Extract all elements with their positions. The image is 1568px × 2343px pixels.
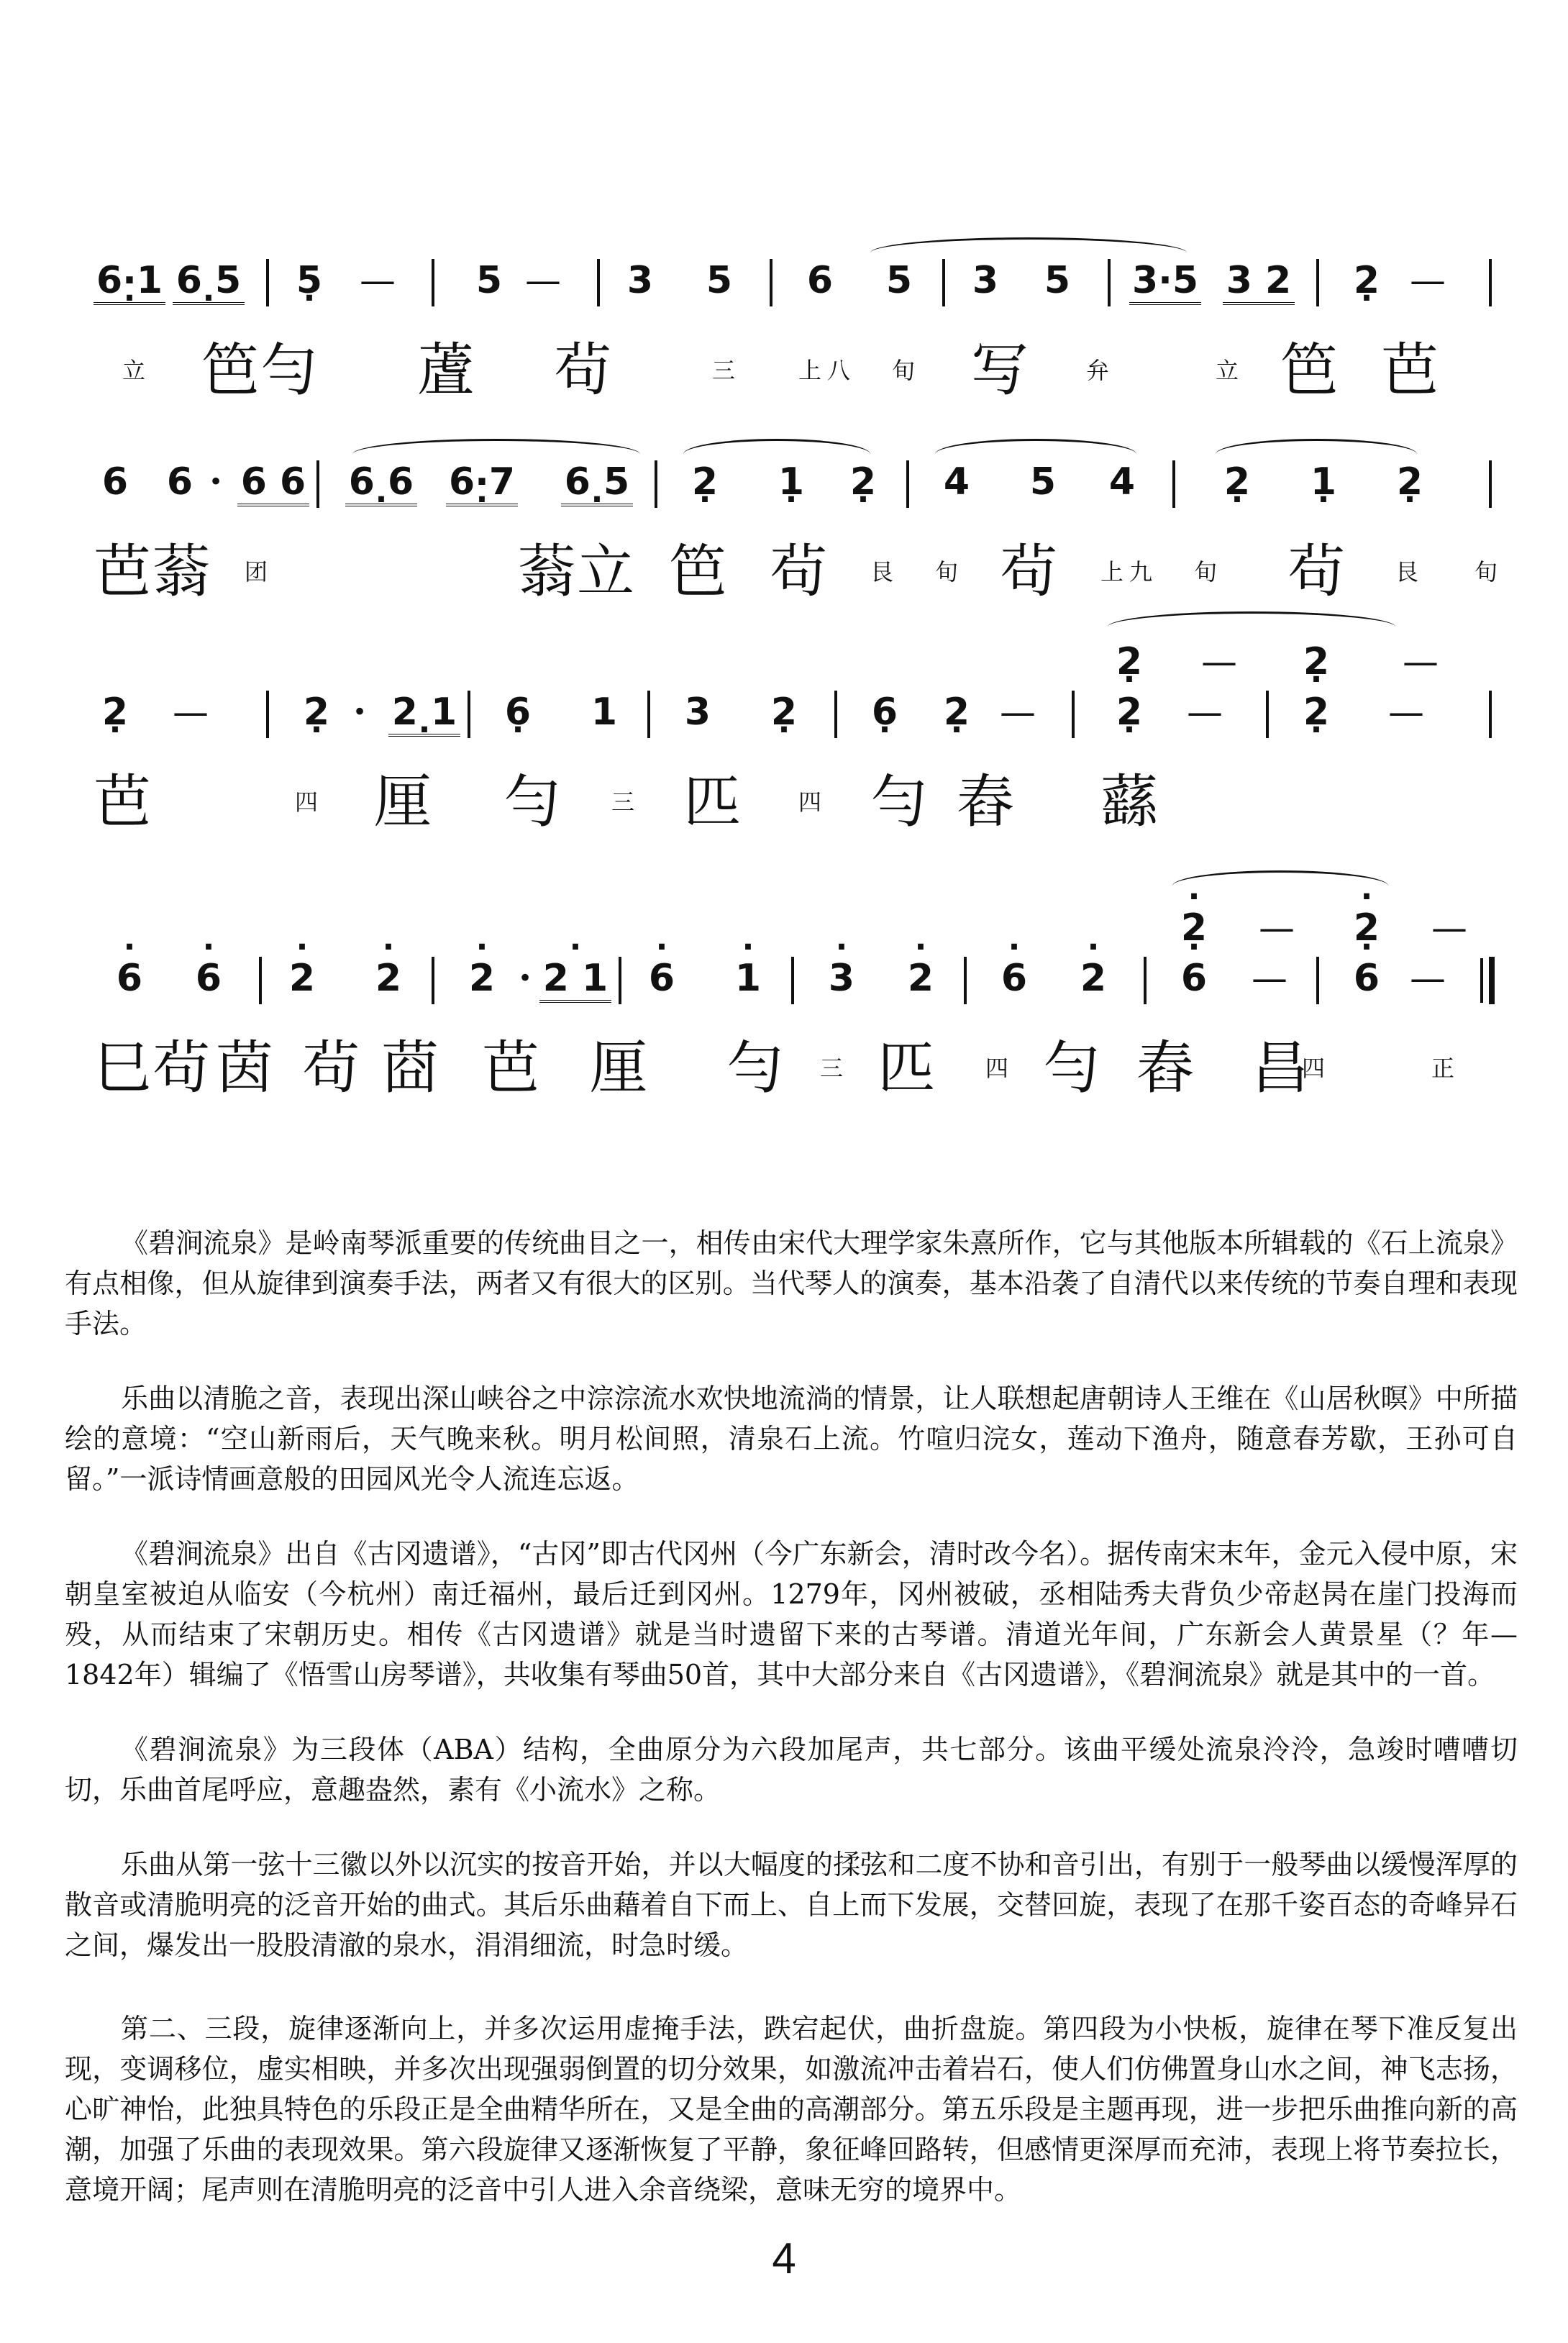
- jianzipu-character: 四: [798, 788, 828, 816]
- barline: [906, 460, 909, 508]
- jianpu-note: 1: [591, 691, 618, 734]
- jianpu-note: 6: [101, 460, 129, 504]
- commentary: [65, 1223, 1518, 2244]
- sustain-dash: —: [1431, 907, 1467, 949]
- barline: [316, 460, 319, 508]
- jianpu-note: 6 ·: [496, 691, 539, 734]
- jianzipu-character: 旬: [935, 558, 965, 586]
- jianpu-note: 6 5 ·: [561, 460, 633, 506]
- jianpu-note: 5: [475, 259, 503, 302]
- jianpu-note: · 6: [1345, 957, 1388, 1000]
- jianpu-note: · 6: [640, 957, 683, 1000]
- jianzipu-character: 写: [971, 337, 1030, 404]
- jianzipu-character: 上九: [1100, 558, 1159, 586]
- barline: [1489, 460, 1492, 508]
- sustain-dash: —: [1388, 691, 1424, 733]
- jianzipu-character: 旬: [1194, 558, 1223, 586]
- jianpu-note: · 1: [726, 957, 770, 1000]
- jianzipu-character: 茍: [302, 1034, 361, 1101]
- jianzipu-character: 笆: [669, 538, 728, 605]
- jianpu-note: 2 ·: [1345, 259, 1388, 302]
- upper-voice-line: [94, 906, 1525, 971]
- page-number: 4: [772, 2234, 796, 2283]
- jianpu-note: · 2: [899, 957, 942, 1000]
- jianzipu-character: 旬: [1474, 558, 1504, 586]
- jianpu-note: · 2: [460, 957, 503, 1000]
- jianzipu-character: 勻: [726, 1034, 785, 1101]
- jianzipu-character: 匹: [878, 1034, 936, 1101]
- jianpu-note: 5: [885, 259, 913, 302]
- tablature-line: [94, 331, 1525, 410]
- jianzipu-character: 厘: [374, 768, 433, 835]
- sustain-dash: —: [1403, 641, 1439, 683]
- paragraph-4: 《碧涧流泉》为三段体（ABA）结构，全曲原分为六段加尾声，共七部分。该曲平缓处流泉泠泠，急竣时嘈嘈切切，乐曲首尾呼应，意趣盎然，素有《小流水》之称。: [65, 1734, 1518, 1806]
- sustain-dash: —: [173, 691, 209, 733]
- sustain-dash: —: [1201, 641, 1237, 683]
- jianpu-note: 2 1 ·: [388, 691, 460, 737]
- jianzipu-character: 茍: [554, 337, 613, 404]
- jianzipu-character: 四: [1302, 1055, 1331, 1082]
- jianpu-note: 2 ·: [935, 691, 978, 734]
- slur-arc: [683, 439, 870, 470]
- jianzipu-character: 芭蓊: [94, 538, 211, 605]
- jianpu-note: 3·5: [1129, 259, 1201, 305]
- jianpu-note: 5: [706, 259, 733, 302]
- tablature-line: [94, 1029, 1525, 1108]
- jianpu-note: 6 6 ·: [345, 460, 417, 506]
- sustain-dash: —: [360, 260, 396, 301]
- jianzipu-character: 茍: [770, 538, 829, 605]
- slur-arc: [935, 439, 1136, 470]
- jianzipu-character: 勻: [1043, 1034, 1102, 1101]
- jianzipu-character: 昌: [1252, 1034, 1311, 1101]
- jianzipu-character: 蔖: [417, 337, 476, 404]
- jianzipu-character: 艮: [1395, 558, 1425, 586]
- jianpu-note: · 2: [1345, 906, 1388, 950]
- jianzipu-character: 茍: [1287, 538, 1346, 605]
- jianpu-note: · 2: [1172, 906, 1216, 950]
- jianpu-note: · 6: [108, 957, 151, 1000]
- tablature-line: [94, 763, 1525, 842]
- sustain-dash: —: [1259, 907, 1295, 949]
- jianzipu-character: 莔: [381, 1034, 440, 1101]
- jianzipu-character: 上八: [798, 357, 857, 384]
- jianzipu-character: 茵: [216, 1034, 275, 1101]
- sustain-dash: —: [1187, 691, 1223, 733]
- jianzipu-character: 旬: [892, 357, 921, 384]
- jianzipu-character: 立: [1216, 357, 1245, 384]
- jianpu-note: 6: [166, 460, 193, 504]
- jianzipu-character: 厘: [590, 1034, 649, 1101]
- slur-arc: [352, 439, 640, 470]
- jianzipu-character: 芭: [1381, 337, 1440, 404]
- barline: [266, 259, 269, 306]
- paragraph-2: 乐曲以清脆之音，表现出深山峡谷之中淙淙流水欢快地流淌的情景，让人联想起唐朝诗人王维在《山居秋暝》中所描绘的意境：“空山新雨后，天气晚来秋。明月松间照，清泉石上流。竹喧归浣女，莲动下渔舟，随意春芳歇，王孙可自留。”一派诗情画意般的田园风光令人流连忘返。: [65, 1383, 1518, 1495]
- jianpu-note: 2 ·: [1108, 691, 1151, 734]
- jianzipu-character: 三: [712, 357, 742, 384]
- slur-arc: [1172, 870, 1388, 901]
- jianzipu-character: 艮: [870, 558, 900, 586]
- jianpu-note: 4: [1108, 460, 1136, 504]
- jianzipu-character: 三: [611, 788, 641, 816]
- sustain-dash: —: [525, 260, 561, 301]
- barline: [432, 259, 434, 306]
- jianzipu-character: 舂: [1136, 1034, 1195, 1101]
- jianzipu-character: 笆勻: [201, 337, 319, 404]
- jianpu-note: 5 ·: [288, 259, 331, 302]
- jianpu-note: 1 ·: [1302, 460, 1345, 504]
- jianpu-note: · 6: [187, 957, 230, 1000]
- jianpu-note: 2 ·: [1295, 640, 1338, 683]
- slur-arc: [870, 237, 1187, 268]
- paragraph-6: 第二、三段，旋律逐渐向上，并多次运用虚掩手法，跌宕起伏，曲折盘旋。第四段为小快板，旋律在琴下准反复出现，变调移位，虚实相映，并多次出现强弱倒置的切分效果，如激流冲击着岩石，使人们仿佛置身山水之间，神飞志扬，心旷神怡，此独具特色的乐段正是全曲精华所在，又是全曲的高潮部分。第五乐段是主题再现，进一步把乐曲推向新的高潮，加强了乐曲的表现效果。第六段旋律又逐渐恢复了平静，象征峰回路转，但感情更深厚而充沛，表现上将节奏拉长，意境开阔；尾声则在清脆明亮的泛音中引人进入余音绕梁，意味无穷的境界中。: [65, 2013, 1518, 2206]
- jianpu-note: 6·1 ·: [94, 259, 165, 305]
- jianpu-note: 3: [684, 691, 711, 734]
- paragraph-3: 《碧涧流泉》出自《古冈遗谱》，“古冈”即古代冈州（今广东新会，清时改今名）。据传南宋末年，金元入侵中原，宋朝皇室被迫从临安（今杭州）南迁福州，最后迁到冈州。1279年，冈州被破，丞相陆秀夫背负少帝赵昺在崖门投海而殁，从而结束了宋朝历史。相传《古冈遗谱》就是当时遗留下来的古琴谱。清道光年间，广东新会人黄景星（？年—1842年）辑编了《悟雪山房琴谱》，共收集有琴曲50首，其中大部分来自《古冈遗谱》，《碧涧流泉》就是其中的一首。: [65, 1538, 1518, 1691]
- jianzipu-character: 茍: [1000, 538, 1059, 605]
- paragraph-1: 《碧涧流泉》是岭南琴派重要的传统曲目之一，相传由宋代大理学家朱熹所作，它与其他版本所辑载的《石上流泉》有点相像，但从旋律到演奏手法，两者又有很大的区别。当代琴人的演奏，基本沿袭了自清代以来传统的节奏自理和表现手法。: [65, 1227, 1518, 1339]
- jianzipu-character: 巳茍: [94, 1034, 211, 1101]
- jianpu-note: · 6: [1172, 957, 1216, 1000]
- barline: [1489, 259, 1492, 306]
- sustain-dash: —: [1000, 691, 1036, 733]
- notation-line: [94, 259, 1525, 324]
- jianpu-note: 6: [806, 259, 834, 302]
- jianpu-note: 3: [626, 259, 654, 302]
- jianzipu-character: 四: [985, 1055, 1015, 1082]
- jianzipu-character: 团: [245, 558, 274, 586]
- jianpu-note: 6 5 ·: [173, 259, 245, 305]
- jianpu-note: · 2 1: [539, 957, 611, 1003]
- jianpu-note: · 2: [281, 957, 324, 1000]
- augmentation-dot: ·: [518, 956, 532, 1000]
- jianzipu-character: 三: [820, 1055, 849, 1082]
- jianzipu-character: 正: [1431, 1055, 1461, 1082]
- jianpu-note: 2 ·: [1295, 691, 1338, 734]
- jianzipu-character: 笆: [1280, 337, 1339, 404]
- slur-arc: [1108, 611, 1395, 642]
- jianpu-note: 2 ·: [94, 691, 137, 734]
- jianzipu-character: 蘨: [1100, 768, 1159, 835]
- barline: [1172, 460, 1175, 508]
- jianpu-note: · 2: [1072, 957, 1115, 1000]
- barline: [597, 259, 600, 306]
- sustain-dash: —: [1410, 957, 1446, 999]
- jianpu-note: 5: [1044, 259, 1071, 302]
- jianpu-note: 4: [943, 460, 970, 504]
- jianpu-note: 2 ·: [1388, 460, 1431, 504]
- barline: [1316, 259, 1319, 306]
- jianzipu-character: 勻: [503, 768, 562, 835]
- notation-line: [94, 460, 1525, 525]
- tablature-line: [94, 532, 1525, 611]
- jianpu-note: 1 ·: [770, 460, 813, 504]
- jianpu-note: 2 ·: [842, 460, 885, 504]
- jianpu-note: 2 ·: [683, 460, 726, 504]
- augmentation-dot: ·: [209, 460, 223, 504]
- augmentation-dot: ·: [352, 690, 367, 734]
- sustain-dash: —: [1252, 957, 1287, 999]
- jianpu-note: · 2: [367, 957, 410, 1000]
- paragraph-5: 乐曲从第一弦十三徽以外以沉实的按音开始，并以大幅度的揉弦和二度不协和音引出，有别于一般琴曲以缓慢浑厚的散音或清脆明亮的泛音开始的曲式。其后乐曲藉着自下而上、自上而下发展，交替回旋，表现了在那千姿百态的奇峰异石之间，爆发出一股股清澈的泉水，涓涓细流，时急时缓。: [65, 1849, 1518, 1961]
- jianzipu-character: 芭: [94, 768, 152, 835]
- jianpu-note: 3: [972, 259, 999, 302]
- jianzipu-character: 匹: [683, 768, 742, 835]
- barline: [655, 460, 657, 508]
- jianpu-note: 2 ·: [295, 691, 338, 734]
- jianzipu-character: 勻: [870, 768, 929, 835]
- jianpu-note: · 6: [993, 957, 1036, 1000]
- upper-voice-line: [94, 640, 1525, 705]
- jianpu-note: 6 6: [237, 460, 309, 506]
- jianpu-note: 6 ·: [863, 691, 906, 734]
- barline: [770, 259, 772, 306]
- jianpu-note: 2 ·: [762, 691, 806, 734]
- jianpu-note: 2 ·: [1108, 640, 1151, 683]
- jianpu-note: 2 ·: [1216, 460, 1259, 504]
- jianzipu-character: 芭: [482, 1034, 541, 1101]
- jianpu-note: 6·7 ·: [446, 460, 518, 506]
- jianpu-note: · 3: [820, 957, 863, 1000]
- jianpu-note: 3 2: [1223, 259, 1295, 305]
- jianzipu-character: 舂: [957, 768, 1016, 835]
- jianzipu-character: 立: [122, 357, 152, 384]
- jianzipu-character: 弁: [1086, 357, 1116, 384]
- jianzipu-character: 蓊立: [518, 538, 636, 605]
- slur-arc: [1216, 439, 1417, 470]
- jianpu-note: 5: [1029, 460, 1057, 504]
- jianzipu-character: 四: [295, 788, 324, 816]
- sustain-dash: —: [1410, 260, 1446, 301]
